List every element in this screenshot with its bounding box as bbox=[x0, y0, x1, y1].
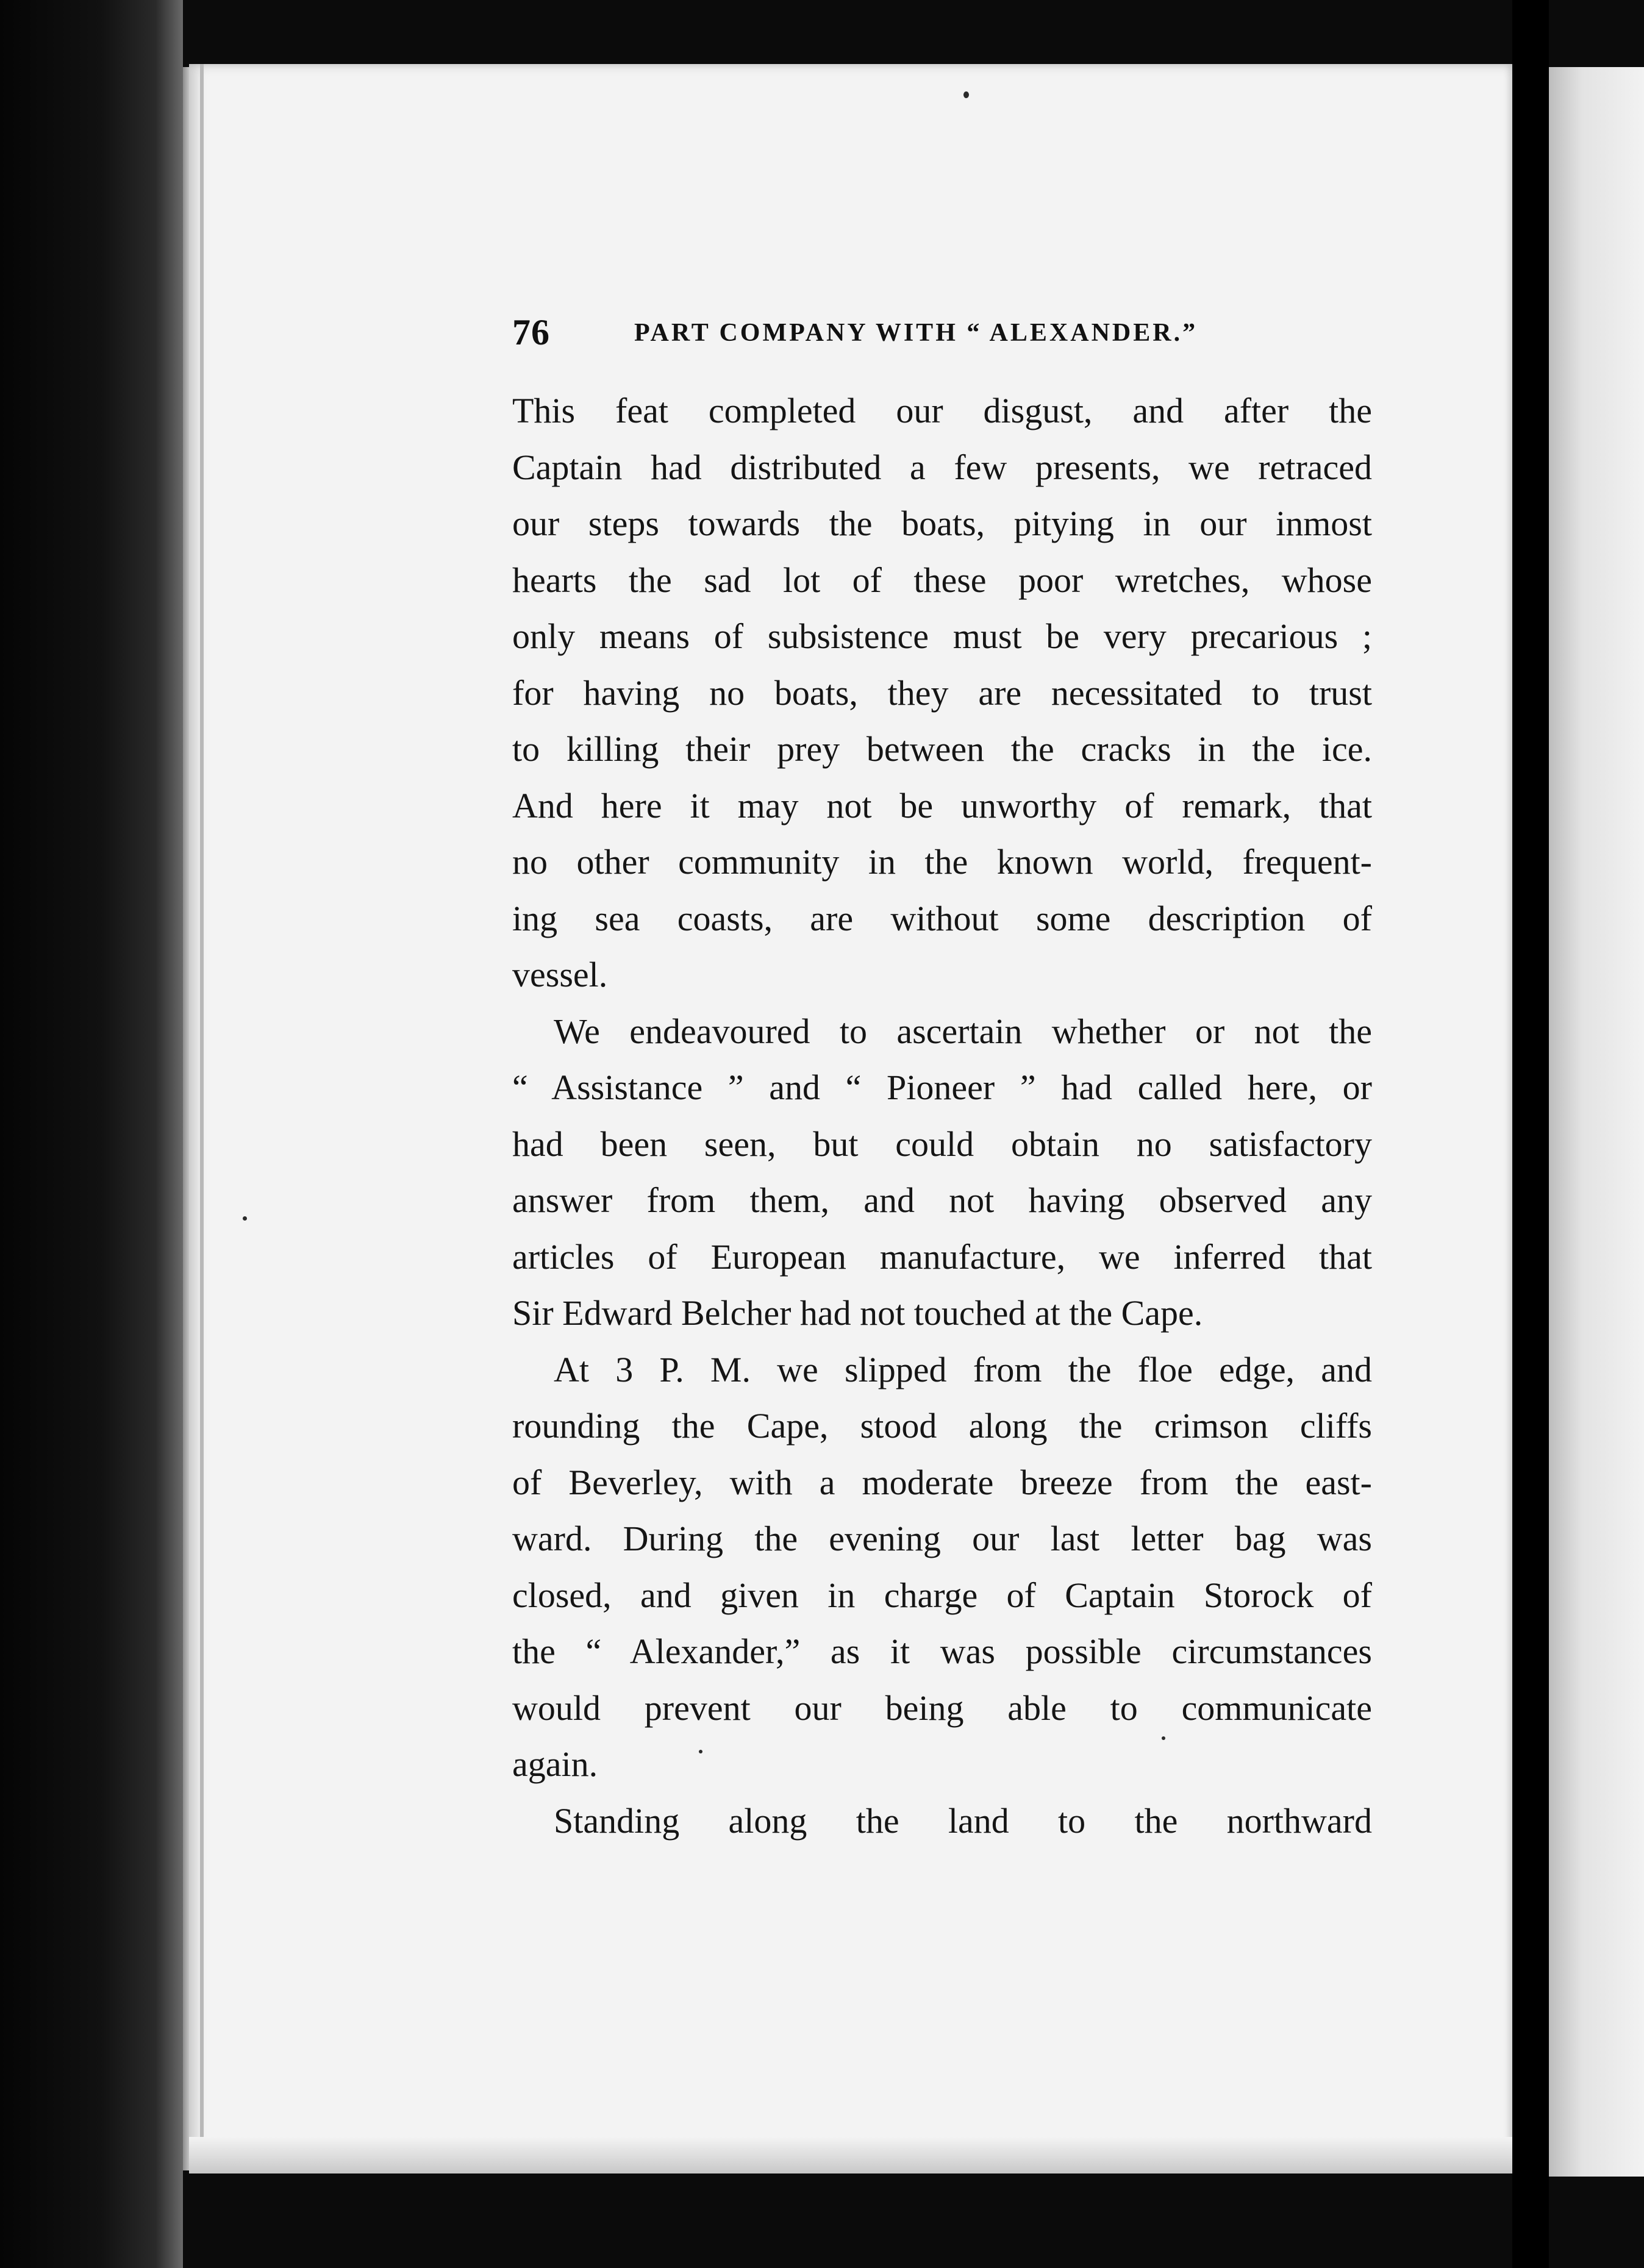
page-number: 76 bbox=[512, 312, 550, 352]
text-line: had been seen, but could obtain no satisfactory bbox=[512, 1124, 1372, 1164]
text-line: Sir Edward Belcher had not touched at the Cape. bbox=[512, 1293, 1203, 1333]
text-line: articles of European manufacture, we inferred that bbox=[512, 1236, 1372, 1277]
text-line: answer from them, and not having observed any bbox=[512, 1180, 1372, 1220]
text-line: of Beverley, with a moderate breeze from the east- bbox=[512, 1462, 1372, 1502]
paragraph-1 bbox=[512, 383, 1372, 1004]
ink-speck bbox=[963, 91, 969, 98]
text-line: hearts the sad lot of these poor wretches, whose bbox=[512, 560, 1372, 600]
text-line: no other community in the known world, frequent- bbox=[512, 842, 1372, 882]
text-line: “ Assistance ” and “ Pioneer ” had called here, or bbox=[512, 1068, 1372, 1107]
text-line: again. bbox=[512, 1744, 598, 1784]
paragraph-2 bbox=[512, 1004, 1372, 1342]
text-line: for having no boats, they are necessitated to trust bbox=[512, 672, 1372, 713]
text-line: Captain had distributed a few presents, we retraced bbox=[512, 447, 1372, 487]
text-line: This feat completed our disgust, and after the bbox=[512, 391, 1372, 430]
text-line: rounding the Cape, stood along the crimson cliffs bbox=[512, 1406, 1372, 1446]
text-line: ing sea coasts, are without some description of bbox=[512, 898, 1372, 938]
text-line: At 3 P. M. we slipped from the floe edge, and bbox=[554, 1349, 1372, 1389]
text-line: our steps towards the boats, pitying in our inmost bbox=[512, 504, 1372, 543]
text-line: ward. During the evening our last letter bag was bbox=[512, 1519, 1372, 1558]
text-line: And here it may not be unworthy of remark, that bbox=[512, 785, 1372, 826]
text-line: only means of subsistence must be very precarious ; bbox=[512, 616, 1372, 656]
text-line: vessel. bbox=[512, 955, 608, 994]
book-gutter bbox=[1512, 0, 1549, 2268]
text-line: to killing their prey between the cracks in the ice. bbox=[512, 729, 1372, 769]
body-text bbox=[512, 383, 1372, 1849]
page-header bbox=[512, 311, 1372, 354]
paragraph-4 bbox=[512, 1793, 1372, 1850]
ink-speck bbox=[1162, 1736, 1165, 1740]
text-line: We endeavoured to ascertain whether or not the bbox=[554, 1011, 1372, 1051]
facing-page-edge bbox=[1549, 67, 1644, 2177]
ink-speck bbox=[243, 1216, 247, 1221]
scan-border-left bbox=[0, 0, 183, 2268]
text-line: closed, and given in charge of Captain Storock of bbox=[512, 1575, 1372, 1615]
ink-speck bbox=[699, 1750, 702, 1753]
text-line: would prevent our being able to communicate bbox=[512, 1688, 1372, 1728]
running-title: PART COMPANY WITH “ ALEXANDER.” bbox=[634, 319, 1198, 347]
text-line: Standing along the land to the northward bbox=[554, 1800, 1372, 1841]
text-line: the “ Alexander,” as it was possible circumstances bbox=[512, 1631, 1372, 1671]
paragraph-3 bbox=[512, 1342, 1372, 1793]
